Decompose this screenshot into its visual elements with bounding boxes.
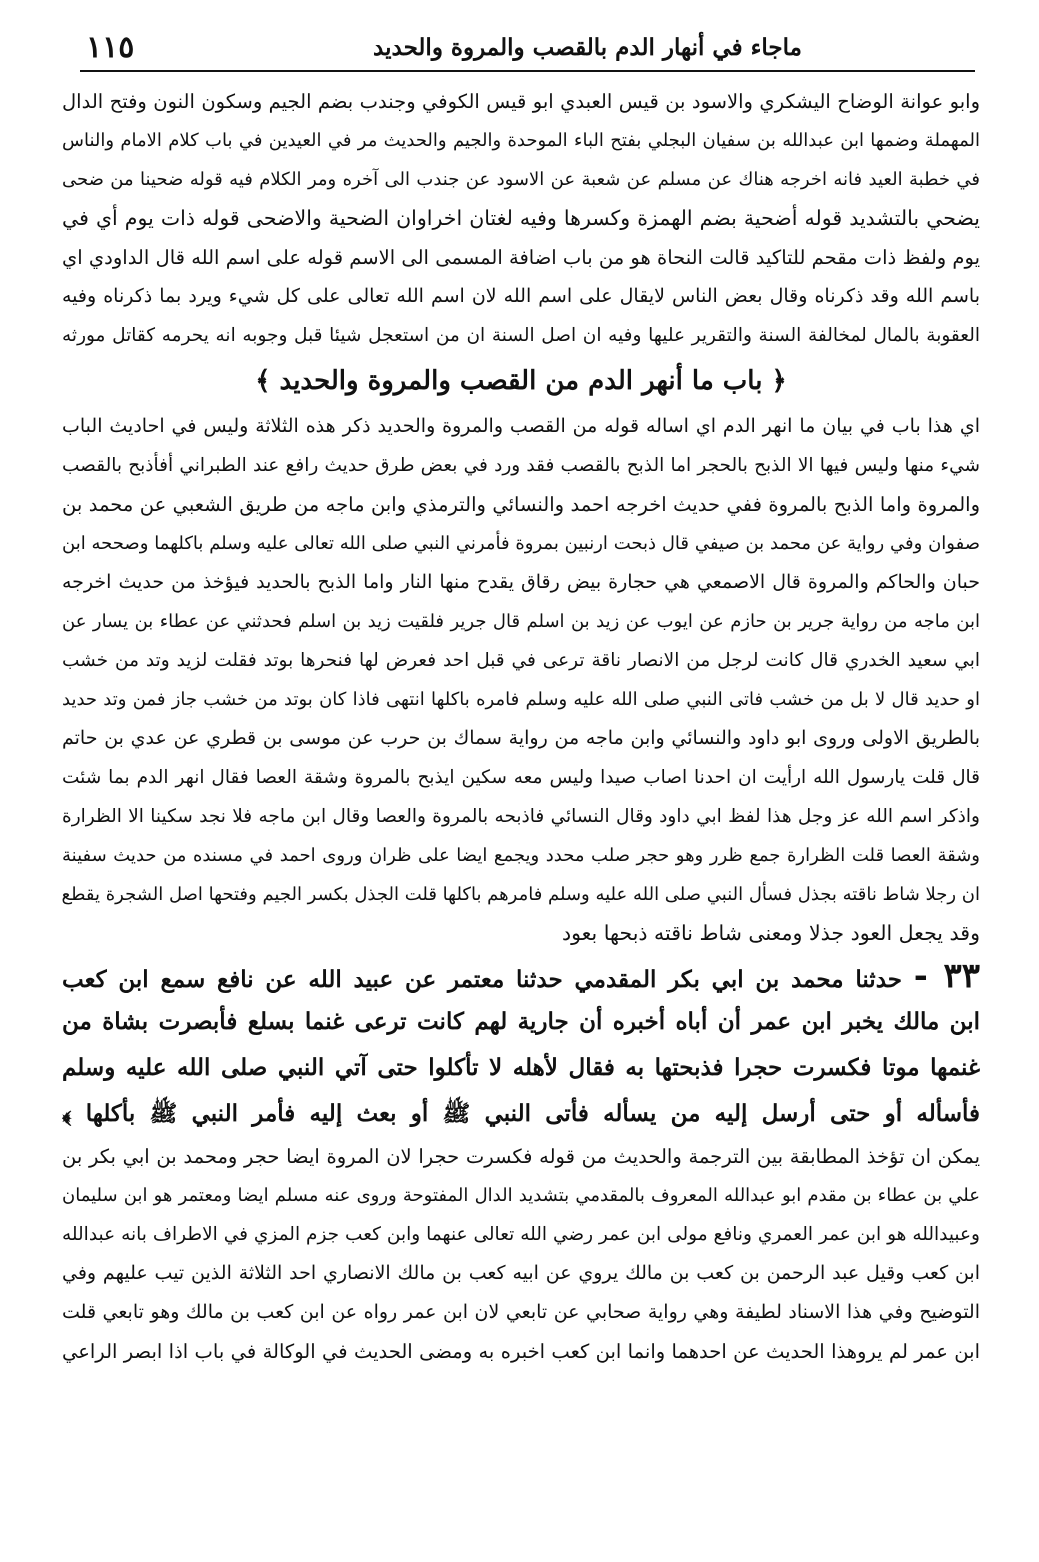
text-line: بالطريق الاولى وروى ابو داود والنسائي وابن ماجه من رواية سماك بن حرب عن موسى بن قطري عن عدي بن حاتم — [62, 727, 980, 749]
text-line: حبان والحاكم والمروة قال الاصمعي هي حجارة بيض رقاق يقدح منها النار واما الذبح بالحديد فيؤخذ من حديث اخرجه — [62, 571, 980, 593]
hadith-text: حدثنا محمد بن ابي بكر المقدمي حدثنا معتمر عن عبيد الله عن نافع سمع ابن كعب — [62, 966, 902, 993]
commentary-paragraph-3 — [62, 1137, 980, 1371]
text-line: في خطبة العيد فانه اخرجه هناك عن مسلم عن شعبة عن الاسود عن جندب الى آخره ومر الكلام فيه قوله ضحينا من ضحى — [62, 169, 980, 190]
text-line: علي بن عطاء بن مقدم ابو عبدالله المعروف بالمقدمي بتشديد الدال المفتوحة وروى عنه مسلم ايضا ومعتمر هو ابن سليمان — [62, 1185, 980, 1206]
text-line: المهملة وضمها ابن عبدالله بن سفيان البجلي بفتح الباء الموحدة والجيم والحديث مر في العيدين في باب كلام الامام والناس — [62, 130, 980, 151]
text-line: او حديد قال لا بل من خشب فاتى النبي صلى الله عليه وسلم فامره باكلها انتهى فاذا كان بوتد من خشب جاز فمن وتد حديد — [62, 689, 980, 710]
text-line: صفوان وفي رواية عن محمد بن صيفي قال ذبحت ارنبين بمروة فأمرني النبي صلى الله تعالى عليه وسلم باكلهما وصححه ابن — [62, 533, 980, 554]
text-line: شيء منها وليس فيها الا الذبح بالحجر اما الذبح بالقصب فقد ورد في بعض طرق حديث رافع عند الطبراني أفأذبح بالقصب — [62, 455, 980, 476]
text-line: ان رجلا شاط ناقته بجذل فسأل النبي صلى الله عليه وسلم فامرهم باكلها قلت الجذل بكسر الجيم وفتحها اصل الشجرة يقطع — [62, 884, 980, 905]
text-line: ابن ماجه من رواية جرير بن حازم عن ايوب عن زيد بن اسلم قال جرير فلقيت زيد بن اسلم فحدثني عن عطاء بن يسار عن — [62, 611, 980, 632]
text-line: ابن كعب وقيل عبد الرحمن بن كعب بن مالك يروي عن ابيه كعب بن مالك الانصاري احد الثلاثة الذين تيب عليهم وفي — [62, 1262, 980, 1284]
hadith-line: ابن مالك يخبر ابن عمر أن أباه أخبره أن جارية لهم كانت ترعى غنما بسلع فأبصرت بشاة من — [62, 1008, 980, 1035]
hadith-line: غنمها موتا فكسرت حجرا فذبحتها به فقال لأهله لا تأكلوا حتى آتي النبي صلى الله عليه وسلم — [62, 1054, 980, 1081]
commentary-paragraph-2 — [62, 407, 980, 953]
text-line: العقوبة بالمال لمخالفة السنة والتقرير عليها وفيه ان اصل السنة ان من استعجل شيئا قبل وجوبه انه يحرمه كقاتل مورثه — [62, 325, 980, 346]
running-title: ماجاء في أنهار الدم بالقصب والمروة والحديد — [373, 34, 802, 61]
text-line: وشقة العصا قلت الظرارة جمع ظرر وهو حجر صلب محدد ويجمع ايضا على ظران وروى احمد في مسنده من حديث سفينة — [62, 845, 980, 866]
chapter-heading: ﴿ باب ما أنهر الدم من القصب والمروة والحديد ﴾ — [255, 366, 787, 396]
text-line: التوضيح وفي هذا الاسناد لطيفة وهي رواية صحابي عن تابعي لان ابن عمر رواه عن ابن كعب بن مالك وهو تابعي قلت — [62, 1301, 980, 1323]
text-line: وعبيدالله هو ابن عمر العمري ونافع مولى ابن عمر رضي الله تعالى عنهما وابن كعب جزم المزي في الاطراف بانه عبدالله — [62, 1224, 980, 1245]
text-line: واذكر اسم الله عز وجل هذا لفظ ابي داود وقال النسائي فاذبحه بالمروة والعصا وقال ابن ماجه فلا نجد سكينا الا الظرارة — [62, 806, 980, 827]
hadith-block — [62, 953, 980, 1137]
text-line: ابن عمر لم يروهذا الحديث عن احدهما وانما ابن كعب اخبره به ومضى الحديث في الوكالة في باب اذا ابصر الراعي — [62, 1340, 980, 1363]
text-line: باسم الله وقد ذكرناه وقال بعض الناس لايقال على اسم الله لان اسم الله تعالى على كل شيء ويرد بما ذكرناه وفيه — [62, 285, 980, 307]
page-number: ١١٥ — [86, 30, 135, 65]
text-line: يوم ولفظ ذات مقحم للتاكيد قالت النحاة هو من باب اضافة المسمى الى الاسم قوله على اسم الله قال الداودي اي — [62, 246, 980, 269]
text-line: قال قلت يارسول الله ارأيت ان احدنا اصاب صيدا وليس معه سكين ايذبح بالمروة وشقة العصا فقال انهر الدم بما شئت — [62, 767, 980, 788]
text-line: وقد يجعل العود جذلا ومعنى شاط ناقته ذبحها بعود — [561, 921, 980, 945]
hadith-line: فأسأله أو حتى أرسل إليه من يسأله فأتى النبي ﷺ أو بعث إليه فأمر النبي ﷺ بأكلها ﴾ — [62, 1100, 980, 1127]
text-line: وابو عوانة الوضاح اليشكري والاسود بن قيس العبدي ابو قيس الكوفي وجندب بضم الجيم وسكون النون وفتح الدال — [62, 90, 980, 113]
text-line: يضحي بالتشديد قوله أضحية بضم الهمزة وكسرها وفيه لغتان اخراوان الضحية والاضحى قوله ذات يوم أي في — [62, 206, 980, 230]
text-line: يمكن ان تؤخذ المطابقة بين الترجمة والحديث من قوله فكسرت حجرا لان المروة ايضا حجر ومحمد بن ابي بكر بن — [62, 1145, 980, 1168]
page-body — [62, 82, 980, 1371]
commentary-paragraph-1 — [62, 82, 980, 355]
page-header — [80, 30, 975, 72]
hadith-number: ٣٣ - — [913, 956, 980, 996]
text-line: ابي سعيد الخدري قال كانت لرجل من الانصار ناقة ترعى في قبل احد فعرض لها فنحرها بوتد فقلت لزيد وتد من خشب — [62, 650, 980, 671]
text-line: اي هذا باب في بيان ما انهر الدم اي اساله قوله من القصب والمروة والحديد ذكر هذه الثلاثة وليس في احاديث الباب — [62, 415, 980, 437]
text-line: والمروة واما الذبح بالمروة ففي حديث اخرجه احمد والنسائي والترمذي وابن ماجه من طريق الشعبي عن محمد بن — [62, 493, 980, 516]
hadith-line — [62, 953, 980, 999]
